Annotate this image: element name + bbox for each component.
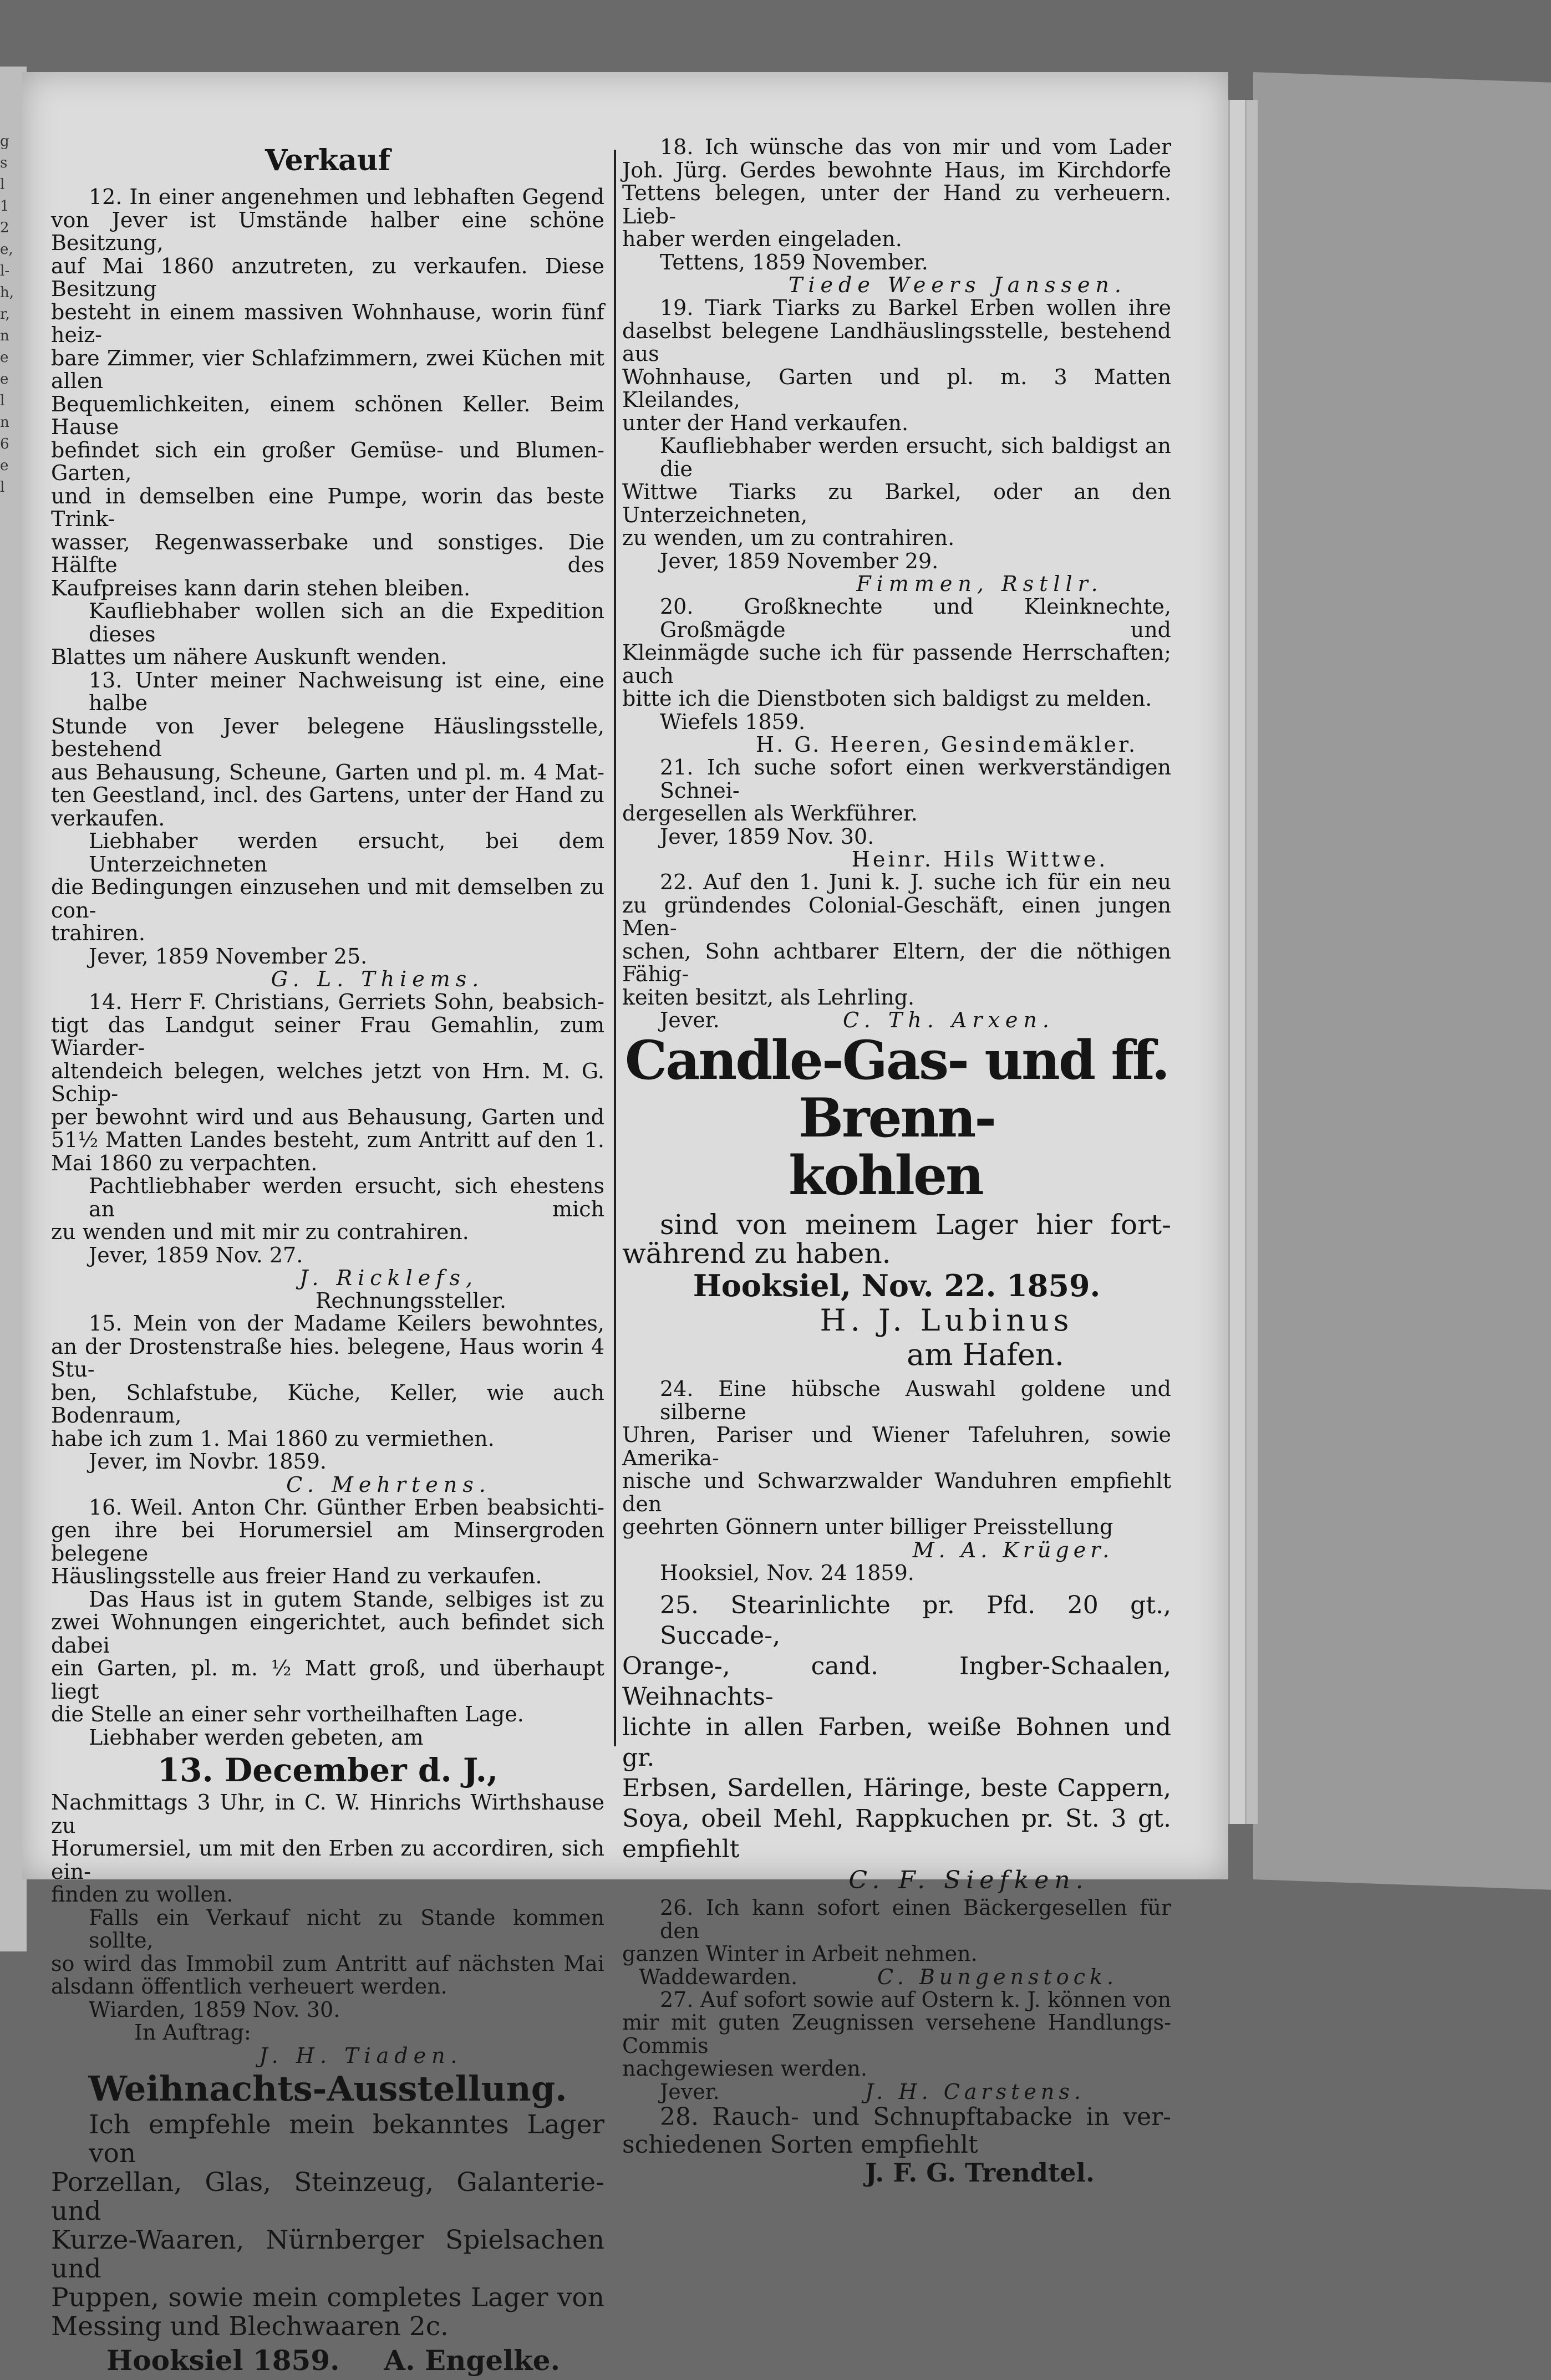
text-line: alsdann öffentlich verheuert werden.: [51, 1974, 447, 1999]
margin-fragment: l: [0, 393, 5, 409]
notice-26-footer: [622, 1966, 1171, 1989]
text-line: und in demselben eine Pumpe, worin das beste Trink-: [51, 483, 604, 531]
text-line: Messing und Blechwaaren 2c.: [51, 2311, 449, 2342]
text-line: Wittwe Tiarks zu Barkel, oder an den Unterzeichneten,: [622, 480, 1171, 527]
notice-14: [51, 991, 604, 1244]
text-line: während zu haben.: [622, 1237, 891, 1270]
text-line: Erbsen, Sardellen, Häringe, beste Cappern,: [622, 1774, 1171, 1802]
text-line: Ich empfehle mein bekanntes Lager von: [89, 2109, 604, 2169]
text-line: geehrten Gönnern unter billiger Preisstellung: [622, 1515, 1113, 1539]
notice-12: [51, 186, 604, 669]
text-line: Kurze-Waaren, Nürnberger Spielsachen und: [51, 2224, 604, 2284]
notice-26: [622, 1897, 1171, 1966]
text-line: 28. Rauch- und Schnupftabacke in ver-: [660, 2102, 1171, 2131]
margin-fragment: 2: [0, 220, 9, 236]
text-line: Falls ein Verkauf nicht zu Stande kommen sollte,: [89, 1905, 604, 1953]
notice-28: [622, 2103, 1171, 2159]
notice-22-footer: [622, 1009, 1171, 1032]
text-line: bitte ich die Dienstboten sich baldigst zu melden.: [622, 686, 1152, 711]
margin-fragment: l-: [0, 263, 10, 279]
text-line: auf Mai 1860 anzutreten, zu verkaufen. Diese Besitzung: [51, 253, 604, 301]
notice-20-date: Wiefels 1859.: [660, 709, 806, 734]
margin-fragment: s: [0, 155, 8, 171]
text-line: 25. Stearinlichte pr. Pfd. 20 gt., Succade-,: [660, 1591, 1171, 1650]
text-line: verkaufen.: [51, 806, 165, 830]
text-line: Porzellan, Glas, Steinzeug, Galanterie- und: [51, 2167, 604, 2226]
text-line: Puppen, sowie mein completes Lager von: [51, 2282, 604, 2313]
text-line: altendeich belegen, welches jetzt von Hrn. M. G. Schip-: [51, 1058, 604, 1106]
text-line: Blattes um nähere Auskunft wenden.: [51, 645, 447, 669]
text-line: 12. In einer angenehmen und lebhaften Gegend: [89, 185, 604, 209]
text-line: Uhren, Pariser und Wiener Tafeluhren, sowie Amerika-: [622, 1423, 1171, 1470]
text-line: 20. Großknechte und Kleinknechte, Großmägde und: [660, 594, 1171, 642]
margin-fragment: n: [0, 328, 9, 344]
text-line: 24. Eine hübsche Auswahl goldene und silberne: [660, 1377, 1171, 1424]
text-line: gen ihre bei Horumersiel am Minsergroden belegene: [51, 1518, 604, 1566]
notice-25-signature: C. F. Siefken.: [848, 1866, 1089, 1894]
text-line: ein Garten, pl. m. ½ Matt groß, und überhaupt liegt: [51, 1656, 604, 1704]
weihnachts-signature: A. Engelke.: [384, 2343, 560, 2377]
text-line: zu wenden und mit mir zu contrahiren.: [51, 1220, 469, 1244]
margin-fragment: g: [0, 133, 9, 150]
notice-19: [622, 297, 1171, 550]
notice-22-place: Jever.: [660, 1008, 720, 1032]
text-line: 51½ Matten Landes besteht, zum Antritt auf den 1.: [51, 1128, 604, 1152]
notice-20: [622, 595, 1171, 711]
text-line: die Stelle an einer sehr vortheilhaften Lage.: [51, 1702, 524, 1726]
text-line: 15. Mein von der Madame Keilers bewohntes,: [89, 1311, 604, 1336]
text-line: schen, Sohn achtbarer Eltern, der die nöthigen Fähig-: [622, 939, 1171, 986]
text-line: Mai 1860 zu verpachten.: [51, 1150, 318, 1175]
text-line: 26. Ich kann sofort einen Bäckergesellen für den: [660, 1895, 1171, 1943]
right-column: [622, 136, 1171, 2187]
notice-15: [51, 1312, 604, 1450]
text-line: Pachtliebhaber werden ersucht, sich ehestens an mich: [89, 1174, 604, 1221]
notice-14-title: Rechnungssteller.: [315, 1288, 507, 1313]
column-rule: [614, 150, 616, 1746]
text-line: an der Drostenstraße hies. belegene, Haus worin 4 Stu-: [51, 1334, 604, 1382]
notice-21: [622, 756, 1171, 825]
text-line: 21. Ich suche sofort einen werkverständigen Schnei-: [660, 755, 1171, 803]
text-line: Kaufpreises kann darin stehen bleiben.: [51, 575, 471, 600]
text-line: von Jever ist Umstände halber eine schöne Besitzung,: [51, 207, 604, 255]
text-line: daselbst belegene Landhäuslingsstelle, bestehend aus: [622, 318, 1171, 366]
weihnachts-footer: [51, 2341, 604, 2380]
weihnachts-heading: Weihnachts-Ausstellung.: [88, 2068, 567, 2109]
margin-fragment: n: [0, 414, 9, 431]
text-line: ganzen Winter in Arbeit nehmen.: [622, 1941, 978, 1966]
text-line: ten Geestland, incl. des Gartens, unter der Hand zu: [51, 783, 604, 807]
notice-18: [622, 136, 1171, 251]
notice-16-date: Wiarden, 1859 Nov. 30.: [89, 1997, 340, 2022]
text-line: Häuslingsstelle aus freier Hand zu verkaufen.: [51, 1564, 542, 1588]
text-line: Kleinmägde suche ich für passende Herrschaften; auch: [622, 640, 1171, 688]
notice-13-date: Jever, 1859 November 25.: [89, 944, 368, 969]
text-line: sind von meinem Lager hier fort-: [660, 1209, 1171, 1241]
margin-fragment: e: [0, 457, 9, 474]
notice-26-signature: C. Bungenstock.: [877, 1964, 1118, 1989]
notice-16-auftrag: In Auftrag:: [134, 2020, 251, 2045]
text-line: zu wenden, um zu contrahiren.: [622, 526, 955, 550]
candle-ad-date: Hooksiel, Nov. 22. 1859.: [693, 1268, 1101, 1303]
notice-19-date: Jever, 1859 November 29.: [660, 548, 939, 573]
notice-28-signature: J. F. G. Trendtel.: [865, 2157, 1095, 2188]
page-stack: [1245, 100, 1258, 1824]
text-line: Soya, obeil Mehl, Rappkuchen pr. St. 3 gt.: [622, 1805, 1171, 1833]
text-line: mir mit guten Zeugnissen versehene Handlungs-Commis: [622, 2010, 1171, 2058]
notice-14-signature: J. Ricklefs,: [299, 1266, 478, 1290]
text-line: zwei Wohnungen eingerichtet, auch befindet sich dabei: [51, 1610, 604, 1658]
notice-16-continued: [51, 1791, 604, 1999]
text-line: aus Behausung, Scheune, Garten und pl. m. 4 Mat-: [51, 760, 604, 784]
newspaper-page: [22, 72, 1228, 2377]
text-line: so wird das Immobil zum Antritt auf nächsten Mai: [51, 1951, 604, 1976]
text-line: Orange-, cand. Ingber-Schaalen, Weihnachts-: [622, 1652, 1171, 1711]
text-line: unter der Hand verkaufen.: [622, 410, 909, 435]
margin-fragments: [0, 133, 22, 501]
notice-15-signature: C. Mehrtens.: [286, 1472, 491, 1497]
text-line: 19. Tiark Tiarks zu Barkel Erben wollen ihre: [660, 295, 1171, 320]
notice-21-signature: Heinr. Hils Wittwe.: [851, 847, 1108, 872]
text-line: per bewohnt wird und aus Behausung, Garten und: [51, 1104, 604, 1129]
notice-22-signature: C. Th. Arxen.: [843, 1008, 1055, 1032]
candle-ad-signature-2: am Hafen.: [907, 1337, 1064, 1372]
notice-24-signature: M. A. Krüger.: [912, 1537, 1114, 1562]
page-stack: [1228, 100, 1247, 1824]
text-line: wasser, Regenwasserbake und sonstiges. Die Hälfte des: [51, 529, 604, 577]
notice-25: [622, 1590, 1171, 1864]
notice-18-date: Tettens, 1859 November.: [660, 249, 928, 274]
text-line: tigt das Landgut seiner Frau Gemahlin, zum Wiarder-: [51, 1012, 604, 1060]
text-line: 14. Herr F. Christians, Gerriets Sohn, beabsich-: [89, 990, 604, 1014]
notice-21-date: Jever, 1859 Nov. 30.: [660, 824, 874, 849]
text-line: keiten besitzt, als Lehrling.: [622, 985, 915, 1010]
text-line: bare Zimmer, vier Schlafzimmern, zwei Küchen mit allen: [51, 345, 604, 393]
notice-24-date: Hooksiel, Nov. 24 1859.: [660, 1560, 914, 1585]
notice-24: [622, 1378, 1171, 1539]
margin-fragment: l: [0, 176, 5, 193]
text-line: finden zu wollen.: [51, 1882, 233, 1907]
text-line: befindet sich ein großer Gemüse- und Blumen-Garten,: [51, 437, 604, 485]
notice-22: [622, 871, 1171, 1009]
text-line: Wohnhause, Garten und pl. m. 3 Matten Kleilandes,: [622, 364, 1171, 412]
notice-14-date: Jever, 1859 Nov. 27.: [89, 1242, 303, 1267]
text-line: lichte in allen Farben, weiße Bohnen und gr.: [622, 1713, 1171, 1772]
notice-27-footer: [622, 2081, 1171, 2103]
text-line: ben, Schlafstube, Küche, Keller, wie auch Bodenraum,: [51, 1380, 604, 1428]
notice-26-place: Waddewarden.: [639, 1964, 798, 1989]
margin-fragment: e,: [0, 241, 13, 258]
text-line: zu gründendes Colonial-Geschäft, einen jungen Men-: [622, 893, 1171, 940]
text-line: nachgewiesen werden.: [622, 2056, 867, 2081]
text-line: 16. Weil. Anton Chr. Günther Erben beabsichti-: [89, 1495, 604, 1520]
text-line: dergesellen als Werkführer.: [622, 801, 918, 825]
text-line: Stunde von Jever belegene Häuslingsstelle, bestehend: [51, 714, 604, 761]
text-line: Kaufliebhaber wollen sich an die Expedition dieses: [89, 599, 604, 646]
notice-27: [622, 1989, 1171, 2081]
book-cover-edge: [1253, 72, 1551, 1890]
text-line: Bequemlichkeiten, einem schönen Keller. Beim Hause: [51, 391, 604, 439]
notice-15-date: Jever, im Novbr. 1859.: [89, 1449, 327, 1474]
notice-16-signature: J. H. Tiaden.: [259, 2043, 463, 2068]
margin-fragment: l: [0, 479, 5, 496]
notice-20-signature: H. G. Heeren, Gesindemäkler.: [755, 732, 1138, 757]
notice-19-signature: Fimmen, Rstllr.: [856, 572, 1104, 596]
margin-fragment: e: [0, 349, 9, 366]
notice-13-signature: G. L. Thiems.: [271, 967, 485, 991]
notice-13: [51, 669, 604, 945]
text-line: 13. Unter meiner Nachweisung ist eine, eine halbe: [89, 667, 604, 715]
margin-fragment: r,: [0, 306, 10, 323]
text-line: Das Haus ist in gutem Stande, selbiges ist zu: [89, 1587, 604, 1612]
weihnachts-ad: [51, 2111, 604, 2341]
text-line: nische und Schwarzwalder Wanduhren empfiehlt den: [622, 1469, 1171, 1516]
margin-fragment: h,: [0, 284, 14, 301]
candle-ad-headline: Candle-Gas- und ff. Brenn-: [624, 1029, 1169, 1149]
text-line: Liebhaber werden ersucht, bei dem Unterzeichneten: [89, 829, 604, 876]
weihnachts-place: Hooksiel 1859.: [106, 2343, 340, 2377]
text-line: Horumersiel, um mit den Erben zu accordiren, sich ein-: [51, 1836, 604, 1884]
text-line: Nachmittags 3 Uhr, in C. W. Hinrichs Wirthshause zu: [51, 1790, 604, 1838]
notice-18-signature: Tiede Weers Janssen.: [789, 273, 1127, 297]
text-line: besteht in einem massiven Wohnhause, worin fünf heiz-: [51, 299, 604, 347]
text-line: schiedenen Sorten empfiehlt: [622, 2130, 978, 2159]
candle-ad-body: [622, 1210, 1171, 1268]
text-line: haber werden eingeladen.: [622, 227, 902, 251]
candle-ad-headline-2: kohlen: [789, 1144, 983, 1207]
margin-fragment: 1: [0, 198, 9, 215]
text-line: die Bedingungen einzusehen und mit demselben zu con-: [51, 875, 604, 923]
notice-16: [51, 1496, 604, 1750]
notice-27-place: Jever.: [660, 2079, 720, 2104]
left-column: [51, 136, 604, 2380]
auction-date: 13. December d. J.,: [157, 1751, 499, 1789]
text-line: trahiren.: [51, 921, 145, 945]
section-heading: Verkauf: [265, 144, 390, 177]
candle-ad-signature: H. J. Lubinus: [820, 1303, 1074, 1338]
text-line: Kaufliebhaber werden ersucht, sich baldigst an die: [660, 434, 1171, 481]
text-line: 27. Auf sofort sowie auf Ostern k. J. können von: [660, 1987, 1171, 2012]
text-line: 22. Auf den 1. Juni k. J. suche ich für ein neu: [660, 870, 1171, 894]
notice-27-signature: J. H. Carstens.: [865, 2079, 1085, 2104]
margin-fragment: e: [0, 371, 9, 388]
text-line: empfiehlt: [622, 1835, 740, 1863]
text-line: habe ich zum 1. Mai 1860 zu vermiethen.: [51, 1426, 495, 1451]
text-line: Joh. Jürg. Gerdes bewohnte Haus, im Kirchdorfe: [622, 157, 1171, 182]
margin-fragment: 6: [0, 436, 9, 452]
text-line: 18. Ich wünsche das von mir und vom Lader: [660, 135, 1171, 159]
text-line: Tettens belegen, unter der Hand zu verheuern. Lieb-: [622, 181, 1171, 228]
text-line: Liebhaber werden gebeten, am: [89, 1725, 424, 1750]
